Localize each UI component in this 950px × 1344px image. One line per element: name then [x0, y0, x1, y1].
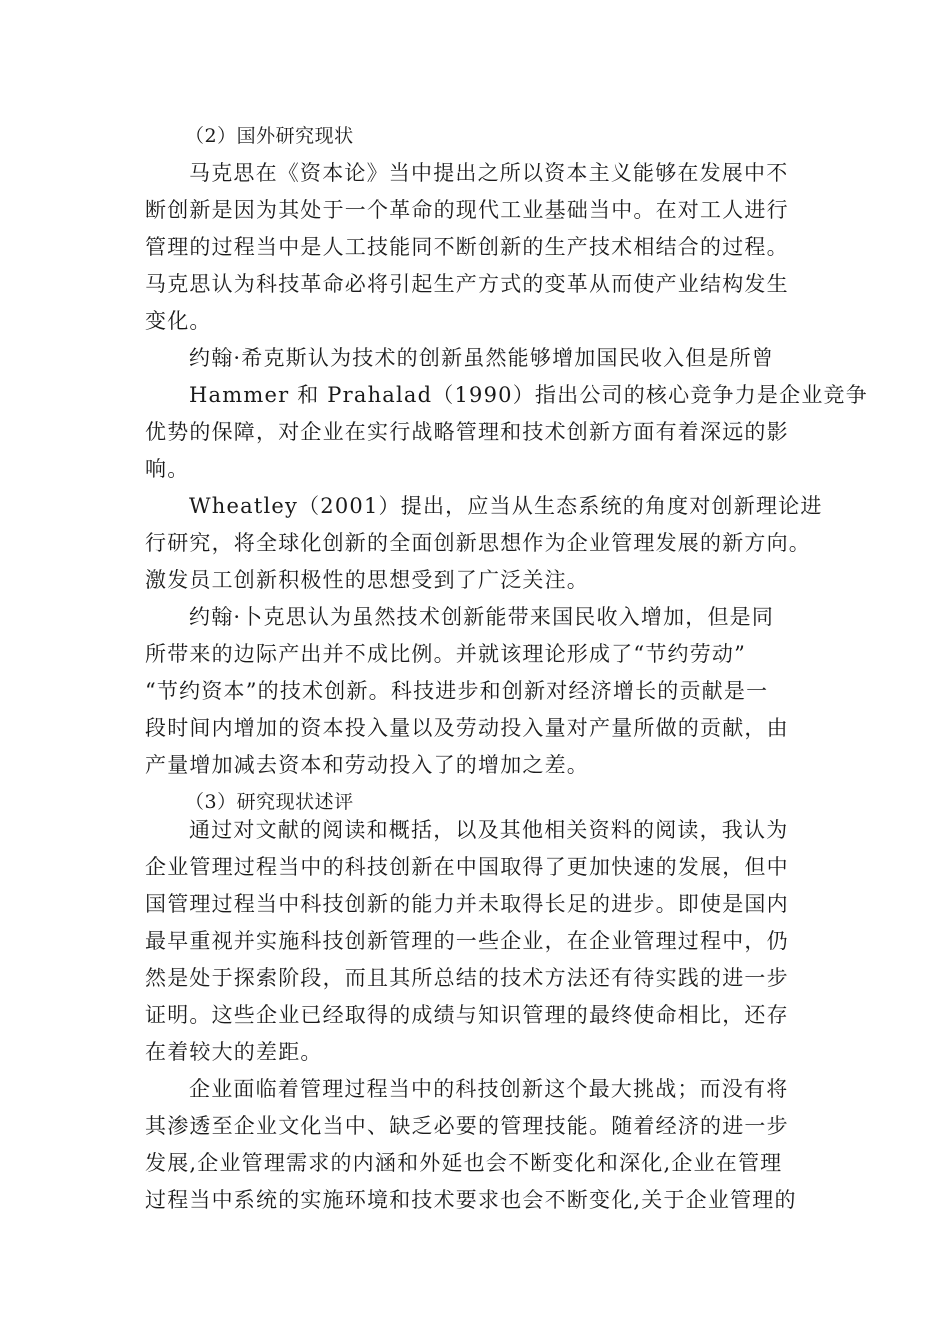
section-heading-foreign-research: （2）国外研究现状 — [185, 125, 354, 147]
paragraph-line: 断创新是因为其处于一个革命的现代工业基础当中。在对工人进行 — [145, 198, 789, 222]
paragraph-line: 然是处于探索阶段，而且其所总结的技术方法还有待实践的进一步 — [145, 966, 789, 990]
paragraph-line: 最早重视并实施科技创新管理的一些企业，在企业管理过程中，仍 — [145, 929, 789, 953]
paragraph-line: “节约资本”的技术创新。科技进步和创新对经济增长的贡献是一 — [145, 679, 769, 703]
paragraph-line: 马克思认为科技革命必将引起生产方式的变革从而使产业结构发生 — [145, 272, 789, 296]
paragraph-line: 激发员工创新积极性的思想受到了广泛关注。 — [145, 568, 589, 592]
paragraph-line: 行研究，将全球化创新的全面创新思想作为企业管理发展的新方向。 — [145, 531, 811, 555]
paragraph-line: 通过对文献的阅读和概括，以及其他相关资料的阅读，我认为 — [189, 818, 789, 842]
section-heading-research-review: （3）研究现状述评 — [185, 791, 354, 813]
paragraph-line: 段时间内增加的资本投入量以及劳动投入量对产量所做的贡献，由 — [145, 716, 789, 740]
paragraph-line: 约翰·希克斯认为技术的创新虽然能够增加国民收入但是所曾 — [189, 346, 775, 370]
paragraph-line: 其渗透至企业文化当中、缺乏必要的管理技能。随着经济的进一步 — [145, 1114, 789, 1138]
paragraph-line: 变化。 — [145, 309, 212, 333]
paragraph-line: Wheatley（2001）提出，应当从生态系统的角度对创新理论进 — [189, 494, 823, 518]
paragraph-line: 企业管理过程当中的科技创新在中国取得了更加快速的发展，但中 — [145, 855, 789, 879]
paragraph-line: 过程当中系统的实施环境和技术要求也会不断变化,关于企业管理的 — [145, 1188, 797, 1212]
paragraph-line: 企业面临着管理过程当中的科技创新这个最大挑战；而没有将 — [189, 1077, 789, 1101]
paragraph-line: 管理的过程当中是人工技能同不断创新的生产技术相结合的过程。 — [145, 235, 789, 259]
paragraph-line: 在着较大的差距。 — [145, 1040, 323, 1064]
paragraph-line: 马克思在《资本论》当中提出之所以资本主义能够在发展中不 — [189, 161, 789, 185]
paragraph-line: 发展,企业管理需求的内涵和外延也会不断变化和深化,企业在管理 — [145, 1151, 783, 1175]
paragraph-line: 响。 — [145, 457, 190, 481]
paragraph-line: 证明。这些企业已经取得的成绩与知识管理的最终使命相比，还存 — [145, 1003, 789, 1027]
paragraph-line: 国管理过程当中科技创新的能力并未取得长足的进步。即使是国内 — [145, 892, 789, 916]
paragraph-line: 产量增加减去资本和劳动投入了的增加之差。 — [145, 753, 589, 777]
paragraph-line: Hammer 和 Prahalad（1990）指出公司的核心竞争力是企业竞争 — [189, 383, 868, 407]
paragraph-line: 优势的保障，对企业在实行战略管理和技术创新方面有着深远的影 — [145, 420, 789, 444]
paragraph-line: 约翰·卜克思认为虽然技术创新能带来国民收入增加，但是同 — [189, 605, 775, 629]
paragraph-line: 所带来的边际产出并不成比例。并就该理论形成了“节约劳动” — [145, 642, 747, 666]
